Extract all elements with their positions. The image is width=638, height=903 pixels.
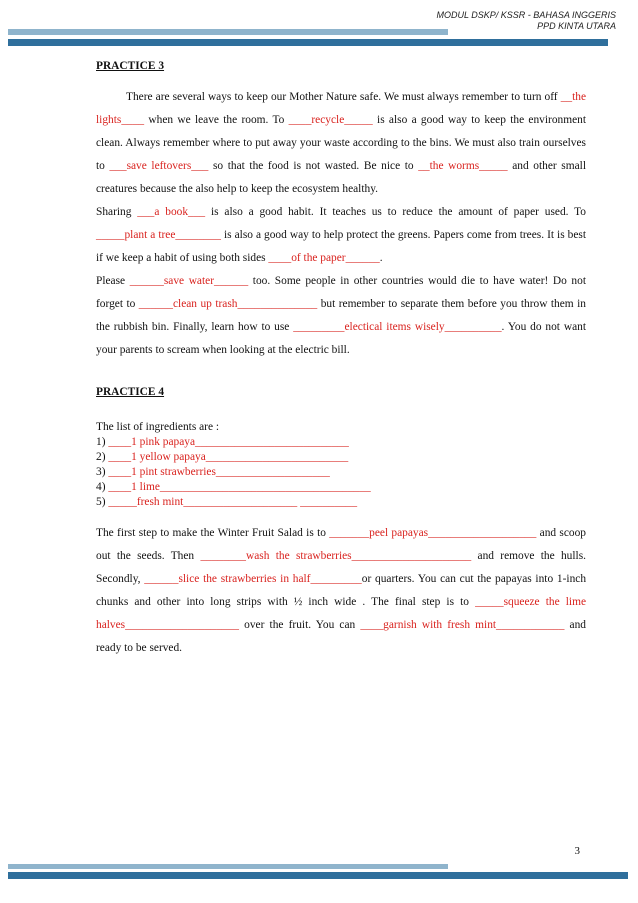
ingredients-intro: The list of ingredients are :: [96, 421, 220, 433]
practice-3-heading: PRACTICE 3: [96, 60, 165, 72]
footer-bar-dark: [8, 872, 628, 879]
list-item: [96, 435, 586, 450]
practice-3-paragraph-3: [96, 270, 586, 362]
text: Sharing: [96, 206, 138, 218]
text: so that the food is not wasted. Be nice to: [208, 160, 419, 172]
ingredient-answer: ____1 pint strawberries____________________: [108, 466, 330, 478]
ingredient-answer: _____fresh mint____________________ __________: [108, 496, 358, 508]
text: .: [379, 252, 383, 264]
text: and remove the hulls. Secondly,: [96, 550, 586, 585]
header-bar-light: [8, 29, 448, 35]
header-module-title: MODUL DSKP/ KSSR - BAHASA INGGERIS: [436, 10, 616, 20]
answer-2: ____recycle_____: [288, 114, 373, 126]
practice-3-paragraph-2: [96, 201, 586, 270]
answer-5: ___a book___: [137, 206, 206, 218]
ingredient-answer: ____1 pink papaya___________________________: [108, 436, 349, 448]
answer-6: _____plant a tree________: [96, 229, 221, 241]
header-district: PPD KINTA UTARA: [537, 21, 616, 31]
list-number: 2): [96, 451, 109, 463]
text: Please: [96, 275, 130, 287]
text: over the fruit. You can: [239, 619, 361, 631]
text: too. Some people in other countries would die to have water! Do not forget to: [96, 275, 586, 310]
page-header: [436, 10, 616, 32]
page-number: 3: [574, 845, 580, 857]
practice-4-paragraph: [96, 522, 586, 660]
list-item: [96, 480, 586, 495]
text: but remember to separate them before you throw them in the rubbish bin. Finally, learn how to use: [96, 298, 586, 333]
text: is also a good habit. It teaches us to reduce the amount of paper used. To: [205, 206, 586, 218]
list-number: 5): [96, 496, 109, 508]
footer-bar-light: [8, 864, 448, 869]
text: is also a good way to help protect the greens. Papers come from trees. It is best if we keep a habit of using both sides: [96, 229, 587, 264]
ingredient-answer: ____1 yellow papaya_________________________: [108, 451, 349, 463]
answer-4: __the worms_____: [418, 160, 508, 172]
text: and other small creatures because the also help to keep the ecosystem healthy.: [96, 160, 586, 195]
answer-step-5: ____garnish with fresh mint____________: [360, 619, 565, 631]
ingredient-answer: ____1 lime_____________________________________: [108, 481, 371, 493]
text: and scoop out the seeds. Then: [96, 527, 586, 562]
list-number: 4): [96, 481, 109, 493]
text: or quarters. You can cut the papayas into 1-inch chunks and other into long strips with ½ inch wide . The final step is to: [96, 573, 587, 608]
header-bar-dark: [8, 39, 608, 46]
answer-10: _________electical items wisely__________: [293, 321, 502, 333]
practice-3-paragraph-1: [96, 86, 586, 201]
text: and ready to be served.: [96, 619, 587, 654]
answer-step-1: _______peel papayas___________________: [329, 527, 537, 539]
list-item: [96, 465, 586, 480]
text: There are several ways to keep our Mother Nature safe. We must always remember to turn off: [126, 91, 561, 103]
answer-8: ______save water______: [129, 275, 249, 287]
answer-3: ___save leftovers___: [109, 160, 209, 172]
list-number: 3): [96, 466, 109, 478]
text: when we leave the room. To: [144, 114, 289, 126]
answer-7: ____of the paper______: [268, 252, 380, 264]
worksheet-content: [96, 60, 586, 660]
ingredients-list: [96, 420, 586, 510]
practice-4-heading: PRACTICE 4: [96, 386, 165, 398]
list-item: [96, 450, 586, 465]
answer-step-2: ________wash the strawberries_____________________: [200, 550, 472, 562]
text: is also a good way to keep the environment clean. Always remember where to put away your waste according to the bins. We must also train ourselves to: [96, 114, 586, 172]
list-number: 1): [96, 436, 109, 448]
answer-9: ______clean up trash______________: [138, 298, 318, 310]
text: The first step to make the Winter Fruit Salad is to: [96, 527, 330, 539]
answer-step-3: ______slice the strawberries in half_________: [144, 573, 362, 585]
answer-1: __the lights____: [96, 91, 586, 126]
answer-step-4: _____squeeze the lime halves____________________: [96, 596, 586, 631]
text: . You do not want your parents to scream when looking at the electric bill.: [96, 321, 586, 356]
list-item: [96, 495, 586, 510]
